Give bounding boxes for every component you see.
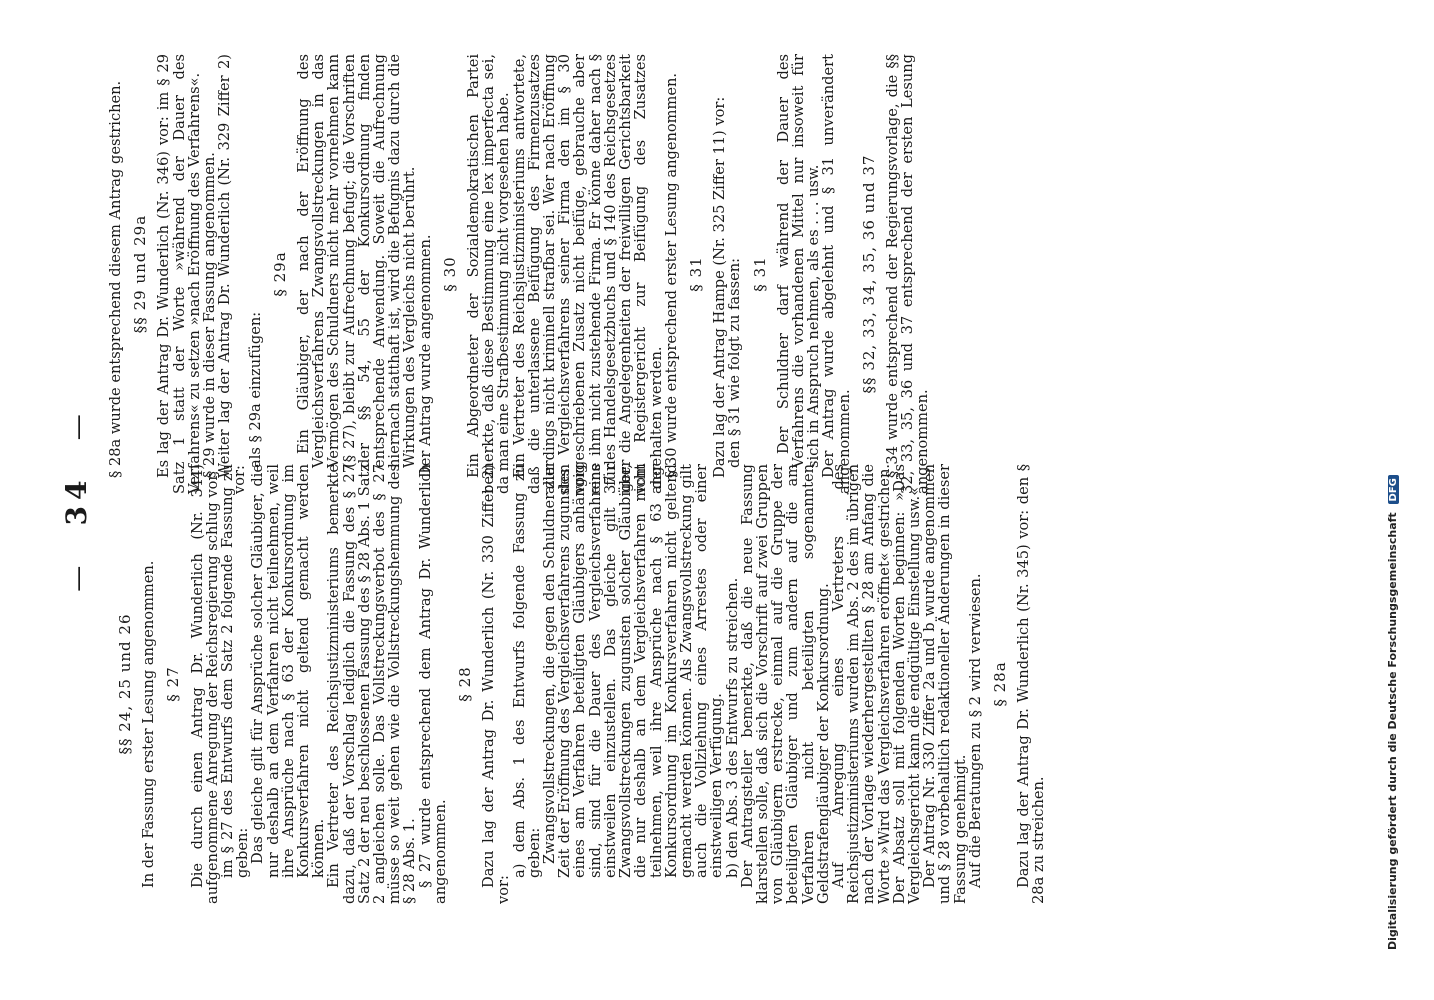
quoted-paragraph: Das gleiche gilt für Ansprüche solcher Gläubiger, die nur deshalb an dem Verfahren nicht teilnehmen, weil ihre Ansprüche nach § 63 der Konkursordnung im Konkursverfahren nicht geltend gemacht werden können. (249, 464, 328, 878)
paragraph: § 34 wurde entsprechend der Regierungsvorlage, die §§ 32, 33, 35, 36 und 37 entsprechend der ersten Lesung angenommen. (883, 54, 932, 494)
page-header (60, 0, 93, 1000)
paragraph: Der Antragsteller bemerkte, daß die neue Fassung klarstellen solle, daß sich die Vorschrift auf zwei Gruppen von Gläubigern erstrecke, einmal auf die Gruppe der beteiligten Gläubiger und zum andern auf die am Verfahren nicht beteiligten sogenannten Geldstrafengläubiger der Konkursordnung. (738, 464, 832, 904)
quoted-paragraph: Ein Gläubiger, der nach der Eröffnung des Vergleichsverfahrens Zwangsvollstreckungen in das Vermögen des Schuldners nicht mehr vornehmen kann (§ 27), bleibt zur Aufrechnung befugt; die Vorschriften der §§ 54, 55 der Konkursordnung finden entsprechende Anwendung. Soweit die Aufrechnung hiernach statthaft ist, wird die Befugnis dazu durch die Wirkungen des Vergleichs nicht berührt. (295, 54, 419, 468)
paragraph: § 29 wurde in dieser Fassung angenommen. (201, 152, 219, 478)
paragraph: Auf die Beratungen zu § 2 wird verwiesen. (966, 573, 984, 888)
section-heading: §§ 24, 25 und 26 (116, 613, 134, 755)
paragraph: Dazu lag der Antrag Dr. Wunderlich (Nr. 330 Ziffer 2) vor: (480, 464, 513, 904)
quoted-paragraph: Zwangsvollstreckungen, die gegen den Schuldner zur Zeit der Eröffnung des Vergleichsverfahrens zugunsten eines am Verfahren beteiligten Gläubigers anhängig sind, sind für die Dauer des Vergleichsverfahrens einstweilen einzustellen. Das gleiche gilt für Zwangsvollstreckungen zugunsten solcher Gläubiger, die nur deshalb an dem Vergleichsverfahren nicht teilnehmen, weil ihre Ansprüche nach § 63 der Konkursordnung im Konkursverfahren nicht geltend gemacht werden können. Als Zwangsvollstreckung gilt auch die Vollziehung eines Arrestes oder einer einstweiligen Verfügung. (541, 464, 726, 878)
paragraph: Ein Vertreter des Reichsjustizministeriums antwortete, daß die unterlassene Beifügung des Firmenzusatzes allerdings nicht kriminell strafbar sei. Wer nach Eröffnung des Vergleichsverfahrens seiner Firma den im § 30 vorgeschriebenen Zusatz nicht beifüge, gebrauche aber eine ihm nicht zustehende Firma. Er könne daher nach § 37 des Handelsgesetzbuchs und § 140 des Reichsgesetzes über die Angelegenheiten der freiwilligen Gerichtsbarkeit vom Registergericht zur Beifügung des Zusatzes angehalten werden. (510, 54, 665, 494)
section-heading: § 31 (686, 256, 705, 292)
paragraph: Der Antrag wurde abgelehnt und § 31 unverändert angenommen. (820, 54, 853, 494)
paragraph: Die durch einen Antrag Dr. Wunderlich (Nr. 344) aufgenommene Anregung der Reichsregierung schlug vor, (188, 464, 221, 904)
paragraph: § 27 wurde entsprechend dem Antrag Dr. Wunderlich angenommen. (416, 464, 449, 904)
list-item: b) den Abs. 3 des Entwurfs zu streichen. (723, 577, 741, 878)
page-dash-right: — (63, 408, 93, 441)
paragraph: § 28a wurde entsprechend diesem Antrag gestrichen. (107, 80, 124, 478)
section-heading: § 28a (990, 661, 1009, 707)
section-heading: § 28 (456, 666, 475, 702)
right-column (108, 54, 931, 494)
paragraph: Weiter lag der Antrag Dr. Wunderlich (Nr. 329 Ziffer 2) vor: (216, 54, 249, 494)
quoted-paragraph: Der Schuldner darf während der Dauer des Verfahrens die vorhandenen Mittel nur insoweit für sich in Anspruch nehmen, als es . . . usw. (774, 54, 823, 468)
paragraph: Ein Abgeordneter der Sozialdemokratischen Partei bemerkte, daß diese Bestimmung eine lex imperfecta sei, da man eine Strafbestimmung nicht vorgesehen habe. (465, 54, 513, 494)
dfg-funding-note (1386, 0, 1399, 950)
paragraph: den § 31 wie folgt zu fassen: (726, 257, 744, 468)
paragraph: Ein Vertreter des Reichsjustizministeriums bemerkte dazu, daß der Vorschlag lediglich die Fassung des § 27 Satz 2 der neu beschlossenen Fassung des § 28 Abs. 1 Satz 2 angleichen solle. Das Vollstreckungsverbot des § 27 müsse so weit gehen wie die Vollstreckungshemmung des § 28 Abs. 1. (325, 464, 419, 904)
section-heading: §§ 29 und 29a (131, 214, 150, 334)
paragraph: In der Fassung erster Lesung angenommen. (140, 560, 158, 888)
dfg-logo-icon: DFG (1388, 475, 1399, 504)
paragraph: Dazu lag der Antrag Dr. Wunderlich (Nr. 345) vor: den § 28a zu streichen. (1015, 464, 1048, 904)
paragraph: im § 27 des Entwurfs dem Satz 2 folgende Fassung zu geben: (219, 464, 252, 878)
paragraph: Auf Anregung eines Vertreters des Reichsjustizministeriums wurden im Abs. 2 des im übrigen nach der Vorlage wiederhergestellten § 28 am Anfang die Worte »Wird das Vergleichsverfahren eröffnet« gestrichen. Der Absatz soll mit folgenden Worten beginnen: »Das Vergleichsgericht kann die endgültige Einstellung usw.« (829, 464, 923, 904)
section-heading: § 27 (164, 666, 183, 702)
paragraph: Es lag der Antrag Dr. Wunderlich (Nr. 346) vor: im § 29 Satz 1 statt der Worte »während der Dauer des Verfahrens« zu setzen »nach Eröffnung des Verfahrens«. (155, 54, 203, 494)
section-heading: § 29a (270, 251, 289, 297)
section-heading: § 31 (750, 256, 769, 292)
paragraph: Dazu lag der Antrag Hampe (Nr. 325 Ziffer 11) vor: (711, 96, 729, 478)
left-column (108, 464, 1047, 904)
section-heading: § 30 (440, 256, 459, 292)
dfg-note-text: Digitalisierung gefördert durch die Deutsche Forschungsgemeinschaft (1386, 512, 1399, 950)
paragraph: § 30 wurde entsprechend erster Lesung angenommen. (662, 73, 680, 478)
paragraph: als § 29a einzufügen: (246, 311, 264, 468)
paragraph: Der Antrag wurde angenommen. (416, 234, 434, 478)
page-number: 34 (60, 474, 93, 526)
page-dash-left: — (63, 559, 93, 592)
section-heading: §§ 32, 33, 34, 35, 36 und 37 (859, 154, 878, 394)
list-item: a) dem Abs. 1 des Entwurfs folgende Fassung zu geben: (510, 464, 543, 878)
paragraph: Der Antrag Nr. 330 Ziffer 2a und b wurde angenommen und § 28 vorbehaltlich redaktioneller Änderungen in dieser Fassung genehmigt. (921, 464, 969, 904)
